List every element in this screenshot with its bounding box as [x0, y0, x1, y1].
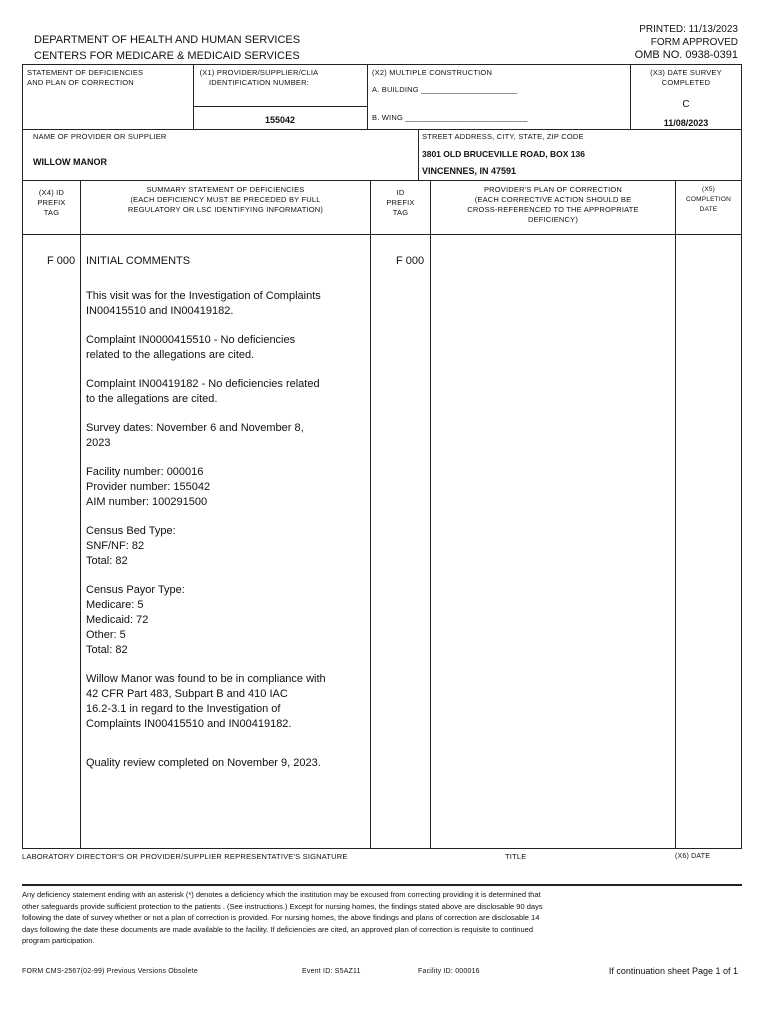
left-border: [22, 64, 23, 848]
col-div-3: [430, 180, 431, 848]
paragraph-quality-review: Quality review completed on November 9, 2023.: [86, 757, 321, 769]
wing-line: B. WING ____________________________: [372, 113, 528, 122]
form-approved: FORM APPROVED: [650, 37, 738, 48]
signature-date-label: (X6) DATE: [675, 853, 711, 860]
building-line: A. BUILDING ______________________: [372, 85, 518, 94]
entry-title: INITIAL COMMENTS: [86, 255, 191, 267]
paragraph-complaint-2: Complaint IN00419182 - No deficiencies related to the allegations are cited.: [86, 378, 320, 405]
provider-id-number: 155042: [264, 115, 296, 125]
col-header-x5: (X5) COMPLETION DATE: [686, 186, 731, 213]
signature-title-label: TITLE: [505, 852, 527, 861]
signature-bottom: [22, 884, 742, 886]
survey-completed-date: 11/08/2023: [663, 118, 709, 128]
tag-right: F 000: [396, 255, 425, 267]
signature-label: LABORATORY DIRECTOR'S OR PROVIDER/SUPPLIER REPRESENTATIVE'S SIGNATURE: [22, 852, 348, 861]
entry-body: [86, 289, 368, 785]
row2-bottom: [22, 180, 742, 181]
row1-bottom: [22, 129, 742, 130]
printed-date: PRINTED: 11/13/2023: [639, 24, 738, 35]
paragraph-census-payor: Census Payor Type: Medicare: 5 Medicaid: 72 Other: 5 Total: 82: [86, 584, 185, 656]
paragraph-compliance: Willow Manor was found to be in compliance with 42 CFR Part 483, Subpart B and 410 IAC 16.2-3.1 in regard to the Investigation of Complaints IN00415510 and IN00419182.: [86, 673, 326, 730]
top-border: [22, 64, 742, 65]
survey-code: C: [682, 99, 690, 110]
paragraph-census-bed: Census Bed Type: SNF/NF: 82 Total: 82: [86, 525, 176, 567]
facility-id: Facility ID: 000016: [418, 968, 480, 975]
tag-left: F 000: [47, 255, 76, 267]
divider-x2: [367, 64, 368, 129]
address-line2: VINCENNES, IN 47591: [422, 166, 517, 176]
agency-name: CENTERS FOR MEDICARE & MEDICAID SERVICES: [34, 50, 300, 62]
column-header-bottom: [22, 234, 742, 235]
x3-label: (X3) DATE SURVEY COMPLETED: [650, 68, 722, 87]
divider-address: [418, 129, 419, 180]
provider-name-label: NAME OF PROVIDER OR SUPPLIER: [33, 132, 167, 141]
address-line1: 3801 OLD BRUCEVILLE ROAD, BOX 136: [422, 149, 585, 159]
paragraph-complaint-1: Complaint IN0000415510 - No deficiencies related to the allegations are cited.: [86, 334, 296, 361]
col-header-summary: SUMMARY STATEMENT OF DEFICIENCIES (EACH DEFICIENCY MUST BE PRECEDED BY FULL REGULATORY OR LSC IDENTIFYING INFORMATION): [127, 185, 324, 214]
form-number: FORM CMS-2567(02-99) Previous Versions Obsolete: [22, 968, 198, 975]
col-header-id: ID PREFIX TAG: [386, 188, 415, 217]
col-div-2: [370, 180, 371, 848]
disclaimer-text: Any deficiency statement ending with an asterisk (*) denotes a deficiency which the institution may be excused from correcting providing it is determined that other safeguards provide sufficient protection to the patients . (See instructions.) Except for nursing homes, the findings stated above are disclosable 90 days following the date of survey whether or not a plan of correction is provided. For nursing homes, the above findings and plans of correction are disclosable 14 days following the date these documents are made available to the facility. If deficiencies are cited, an approved plan of correction is requisite to continued program participation.: [22, 890, 543, 945]
omb-number: OMB NO. 0938-0391: [634, 49, 738, 61]
provider-name: WILLOW MANOR: [33, 157, 107, 167]
x2-label: (X2) MULTIPLE CONSTRUCTION: [372, 68, 493, 77]
statement-label: STATEMENT OF DEFICIENCIES AND PLAN OF CORRECTION: [27, 68, 144, 87]
page-indicator: If continuation sheet Page 1 of 1: [608, 966, 738, 976]
department-name: DEPARTMENT OF HEALTH AND HUMAN SERVICES: [34, 34, 301, 46]
right-border: [741, 64, 742, 848]
col-header-x4: (X4) ID PREFIX TAG: [37, 188, 66, 217]
event-id: Event ID: S5AZ11: [302, 968, 361, 975]
col-header-plan: PROVIDER'S PLAN OF CORRECTION (EACH CORRECTIVE ACTION SHOULD BE CROSS-REFERENCED TO THE APPROPRIATE DEFICIENCY): [467, 185, 639, 224]
col-div-4: [675, 180, 676, 848]
paragraph-facility-ids: Facility number: 000016 Provider number: 155042 AIM number: 100291500: [86, 466, 211, 508]
col-div-1: [80, 180, 81, 848]
x1-inner-line: [193, 106, 367, 107]
paragraph-survey-dates: Survey dates: November 6 and November 8, 2023: [86, 422, 304, 449]
address-label: STREET ADDRESS, CITY, STATE, ZIP CODE: [422, 132, 584, 141]
x1-label: (X1) PROVIDER/SUPPLIER/CLIA IDENTIFICATION NUMBER:: [199, 68, 319, 87]
paragraph-purpose: This visit was for the Investigation of Complaints IN00415510 and IN00419182.: [86, 290, 321, 317]
body-bottom: [22, 848, 742, 849]
